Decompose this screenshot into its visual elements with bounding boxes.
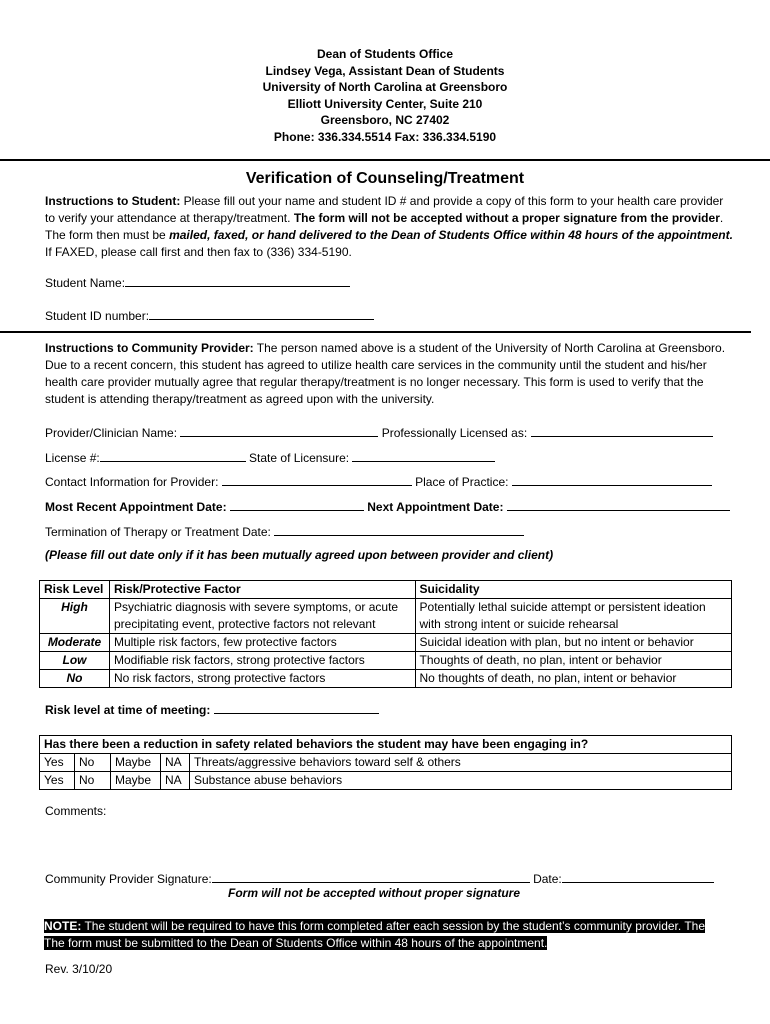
licensed-field[interactable] [531, 425, 713, 437]
option-no[interactable]: No [75, 772, 111, 790]
risk-level-label: Risk level at time of meeting: [45, 703, 211, 717]
student-id-field[interactable] [149, 308, 374, 320]
behavior-question-row [40, 736, 732, 754]
clinician-row [45, 425, 713, 440]
next-appointment-field[interactable] [507, 499, 730, 511]
contact-row [45, 474, 712, 489]
risk-level-cell: Moderate [40, 634, 110, 652]
header-office: Dean of Students Office [316, 47, 453, 61]
place-label: Place of Practice: [415, 475, 509, 489]
risk-factor-cell: Multiple risk factors, few protective factors [109, 634, 415, 652]
header-building: Elliott University Center, Suite 210 [287, 96, 483, 111]
note-label: NOTE: [44, 919, 82, 933]
form-title: Verification of Counseling/Treatment [245, 170, 525, 187]
risk-factor-cell: Psychiatric diagnosis with severe symptoms, or acute precipitating event, protective factors not relevant [109, 599, 415, 634]
note-text2: The form must be submitted to the Dean of Students Office within 48 hours of the appointment. [44, 936, 548, 950]
header-phone-fax: Phone: 336.334.5514 Fax: 336.334.5190 [273, 129, 497, 144]
student-instructions-label: Instructions to Student: [45, 194, 181, 208]
state-label: State of Licensure: [249, 451, 350, 465]
table-row [40, 652, 732, 670]
license-field[interactable] [100, 450, 246, 462]
table-row [40, 754, 732, 772]
termination-field[interactable] [274, 524, 524, 536]
suicidality-cell: Suicidal ideation with plan, but no intent or behavior [415, 634, 731, 652]
date-label: Date: [533, 872, 562, 886]
provider-instructions-label: Instructions to Community Provider: [45, 341, 254, 355]
termination-row [45, 524, 524, 539]
behavior-question: Has there been a reduction in safety related behaviors the student may have been engaging in? [40, 736, 732, 754]
student-instructions [45, 193, 735, 261]
behavior-table [39, 735, 732, 790]
option-yes[interactable]: Yes [40, 772, 75, 790]
risk-table-header [40, 581, 732, 599]
option-no[interactable]: No [75, 754, 111, 772]
behavior-label: Threats/aggressive behaviors toward self & others [190, 754, 732, 772]
signature-note: Form will not be accepted without proper signature [228, 886, 521, 900]
risk-level-field[interactable] [214, 702, 379, 714]
revision: Rev. 3/10/20 [45, 962, 113, 976]
student-name-row [45, 275, 350, 290]
risk-factor-cell: No risk factors, strong protective factors [109, 670, 415, 688]
option-na[interactable]: NA [161, 754, 190, 772]
risk-factor-cell: Modifiable risk factors, strong protective factors [109, 652, 415, 670]
date-field[interactable] [562, 871, 714, 883]
risk-level-cell: Low [40, 652, 110, 670]
contact-field[interactable] [222, 474, 412, 486]
student-id-row [45, 308, 374, 323]
suicidality-header: Suicidality [415, 581, 731, 599]
signature-row [45, 871, 714, 886]
table-row [40, 634, 732, 652]
comments-label: Comments: [45, 804, 107, 818]
suicidality-cell: Potentially lethal suicide attempt or persistent ideation with strong intent or suicide rehearsal [415, 599, 731, 634]
place-field[interactable] [512, 474, 712, 486]
suicidality-cell: No thoughts of death, no plan, intent or behavior [415, 670, 731, 688]
license-label: License #: [45, 451, 100, 465]
table-row [40, 670, 732, 688]
termination-label: Termination of Therapy or Treatment Date: [45, 525, 271, 539]
risk-table [39, 580, 732, 688]
signature-label: Community Provider Signature: [45, 872, 212, 886]
risk-level-cell: High [40, 599, 110, 634]
header-divider [0, 159, 770, 161]
risk-level-row [45, 702, 379, 717]
student-instructions-bold1: The form will not be accepted without a proper signature from the provider [293, 211, 720, 225]
next-appointment-label: Next Appointment Date: [367, 500, 504, 514]
clinician-label: Provider/Clinician Name: [45, 426, 178, 440]
student-instructions-text2: . The form then must be [45, 211, 724, 242]
licensed-label: Professionally Licensed as: [381, 426, 528, 440]
table-row [40, 599, 732, 634]
student-instructions-text1: Please fill out your name and student ID # and provide a copy of this form to your health care provider to verify your attendance at therapy/treatment. [45, 194, 724, 225]
section-divider [0, 331, 751, 333]
student-instructions-text3: If FAXED, please call first and then fax to (336) 334-5190. [45, 245, 352, 259]
provider-instructions-text: The person named above is a student of the University of North Carolina at Greensboro. Due to a recent concern, this student has agreed to utilize health care services in the community until the student and his/her health care provider mutually agree that regular therapy/treatment is no longer necessary. This form is used to verify that the student is attending therapy/treatment as agreed upon with the university. [45, 341, 726, 406]
behavior-label: Substance abuse behaviors [190, 772, 732, 790]
header-person: Lindsey Vega, Assistant Dean of Students [265, 63, 505, 78]
student-name-field[interactable] [125, 275, 350, 287]
table-row [40, 772, 732, 790]
provider-instructions [45, 340, 735, 408]
date-note: (Please fill out date only if it has been mutually agreed upon between provider and client) [45, 548, 554, 562]
office-header [0, 46, 770, 145]
suicidality-cell: Thoughts of death, no plan, intent or behavior [415, 652, 731, 670]
signature-field[interactable] [212, 871, 530, 883]
header-city: Greensboro, NC 27402 [320, 113, 450, 127]
option-maybe[interactable]: Maybe [111, 772, 161, 790]
risk-factor-header: Risk/Protective Factor [109, 581, 415, 599]
note-block [44, 918, 724, 952]
student-name-label: Student Name: [45, 276, 126, 290]
risk-level-header: Risk Level [40, 581, 110, 599]
option-yes[interactable]: Yes [40, 754, 75, 772]
appointment-row [45, 499, 730, 514]
state-field[interactable] [352, 450, 495, 462]
student-instructions-bold-italic: mailed, faxed, or hand delivered to the Dean of Students Office within 48 hours of the appointment. [169, 228, 733, 242]
risk-level-cell: No [40, 670, 110, 688]
note-text1: The student will be required to have this form completed after each session by the student’s community provider. The [81, 919, 706, 933]
recent-appointment-field[interactable] [230, 499, 364, 511]
header-university: University of North Carolina at Greensboro [262, 80, 508, 94]
recent-appointment-label: Most Recent Appointment Date: [45, 500, 227, 514]
license-row [45, 450, 495, 465]
contact-label: Contact Information for Provider: [45, 475, 219, 489]
clinician-field[interactable] [180, 425, 378, 437]
student-id-label: Student ID number: [45, 309, 150, 323]
option-na[interactable]: NA [161, 772, 190, 790]
option-maybe[interactable]: Maybe [111, 754, 161, 772]
